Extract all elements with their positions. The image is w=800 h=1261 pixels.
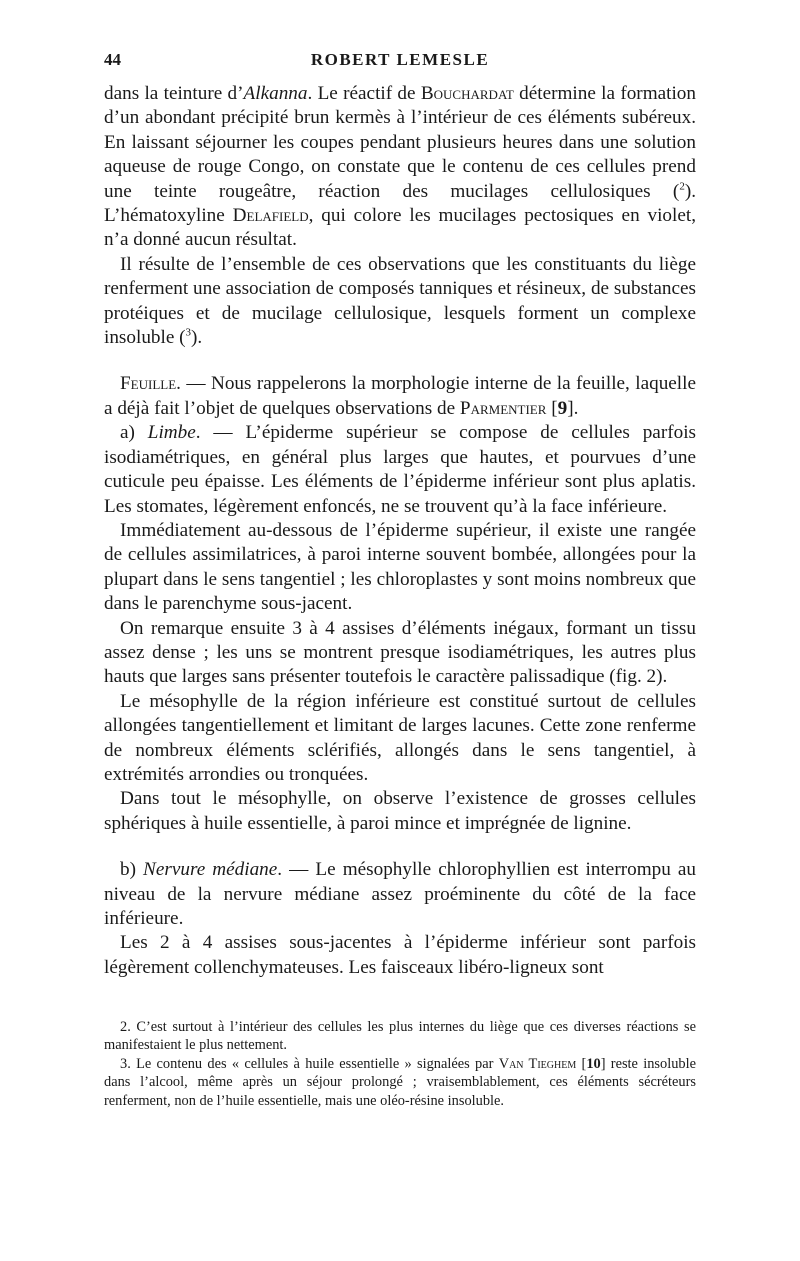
page-header	[104, 50, 696, 74]
paragraph-assimilatrices: Immédiatement au-dessous de l’épiderme supérieur, il existe une rangée de cellules assimilatrices, à paroi interne souvent bombée, allongées pour la plupart dans le sens tangentiel ; les chloroplastes y sont moins nombreux que dans le parenchyme sous-jacent.	[104, 519, 696, 615]
author-name: Parmentier	[459, 397, 547, 419]
footnote-ref: 3	[185, 326, 192, 339]
paragraph-mesophylle: Le mésophylle de la région inférieure est constitué surtout de cellules allongées tangentiellement et limitant de larges lacunes. Cette zone renferme de nombreux éléments sclérifiés, allongés dans le sens tangentiel, à extrémités arrondies ou tronquées.	[104, 690, 696, 785]
author-name: Delafield	[232, 205, 309, 227]
paragraph-nervure: b) Nervure médiane. — Le mésophylle chlorophyllien est interrompu au niveau de la nervure médiane assez proéminente du côté de la face inférieure.	[104, 859, 696, 929]
footnote-ref: 2	[679, 180, 685, 193]
author-name: Van Tieghem	[498, 1055, 577, 1072]
footnote-3: 3. Le contenu des « cellules à huile essentielle » signalées par Van Tieghem [10] reste insoluble dans l’alcool, même après un séjour prolongé ; vraisemblablement, ces éléments sécréteurs renferment, non de l’huile essentielle, mais une oléo-résine insoluble.	[104, 1055, 696, 1109]
paragraph-feuille: Feuille. — Nous rappelerons la morphologie interne de la feuille, laquelle a déjà fait l’objet de quelques observations de Parmentier [9].	[104, 373, 696, 419]
footnote-2: 2. C’est surtout à l’intérieur des cellules les plus internes du liège que ces diverses réactions se manifestaient le plus nettement.	[104, 1019, 696, 1054]
main-text	[104, 82, 696, 980]
footnotes	[104, 1018, 696, 1110]
section-heading: Feuille.	[120, 373, 181, 395]
subsection-heading: Nervure médiane	[143, 859, 278, 881]
reference-number: 9	[557, 397, 568, 419]
paragraph-alkanna: dans la teinture d’Alkanna. Le réactif de Bouchardat détermine la formation d’un abondant précipité brun kermès à l’intérieur de ces éléments subéreux. En laissant séjourner les coupes pendant plusieurs heures dans une solution aqueuse de rouge Congo, on constate que le contenu de ces cellules prend une teinte rougeâtre, réaction des mucilages cellulosiques ($^2$). L’hématoxyline Delafield, qui colore les mucilages pectosiques en violet, n’a donné aucun résultat.	[104, 83, 696, 251]
paragraph-limbe: a) Limbe. — L’épiderme supérieur se compose de cellules parfois isodiamétriques, en général plus larges que hautes, et pourvues d’une cuticule peu épaisse. Les éléments de l’épiderme inférieur sont plus aplatis. Les stomates, légèrement enfoncés, ne se trouvent qu’à la face inférieure.	[104, 422, 696, 517]
reference-number: 10	[586, 1055, 601, 1072]
page-number: 44	[104, 50, 121, 69]
author-name: Bouchardat	[420, 83, 514, 104]
paragraph-huile: Dans tout le mésophylle, on observe l’existence de grosses cellules sphériques à huile essentielle, à paroi mince et imprégnée de lignine.	[104, 788, 696, 834]
paragraph-conclusion: Il résulte de l’ensemble de ces observations que les constituants du liège renferment une association de composés tanniques et résineux, de substances protéiques et de mucilage cellulosique, lesquels forment un complexe insoluble ($^3$).	[104, 253, 696, 349]
paragraph-assises: On remarque ensuite 3 à 4 assises d’éléments inégaux, formant un tissu assez dense ; les uns se montrent presque isodiamétriques, les autres plus hauts que larges sans présenter toutefois le caractère palissadique (fig. 2).	[104, 617, 696, 688]
paragraph-collenchyme: Les 2 à 4 assises sous-jacentes à l’épiderme inférieur sont parfois légèrement collenchymateuses. Les faisceaux libéro-ligneux sont	[104, 932, 696, 978]
running-head: ROBERT LEMESLE	[310, 50, 490, 69]
subsection-heading: Limbe	[147, 422, 196, 444]
